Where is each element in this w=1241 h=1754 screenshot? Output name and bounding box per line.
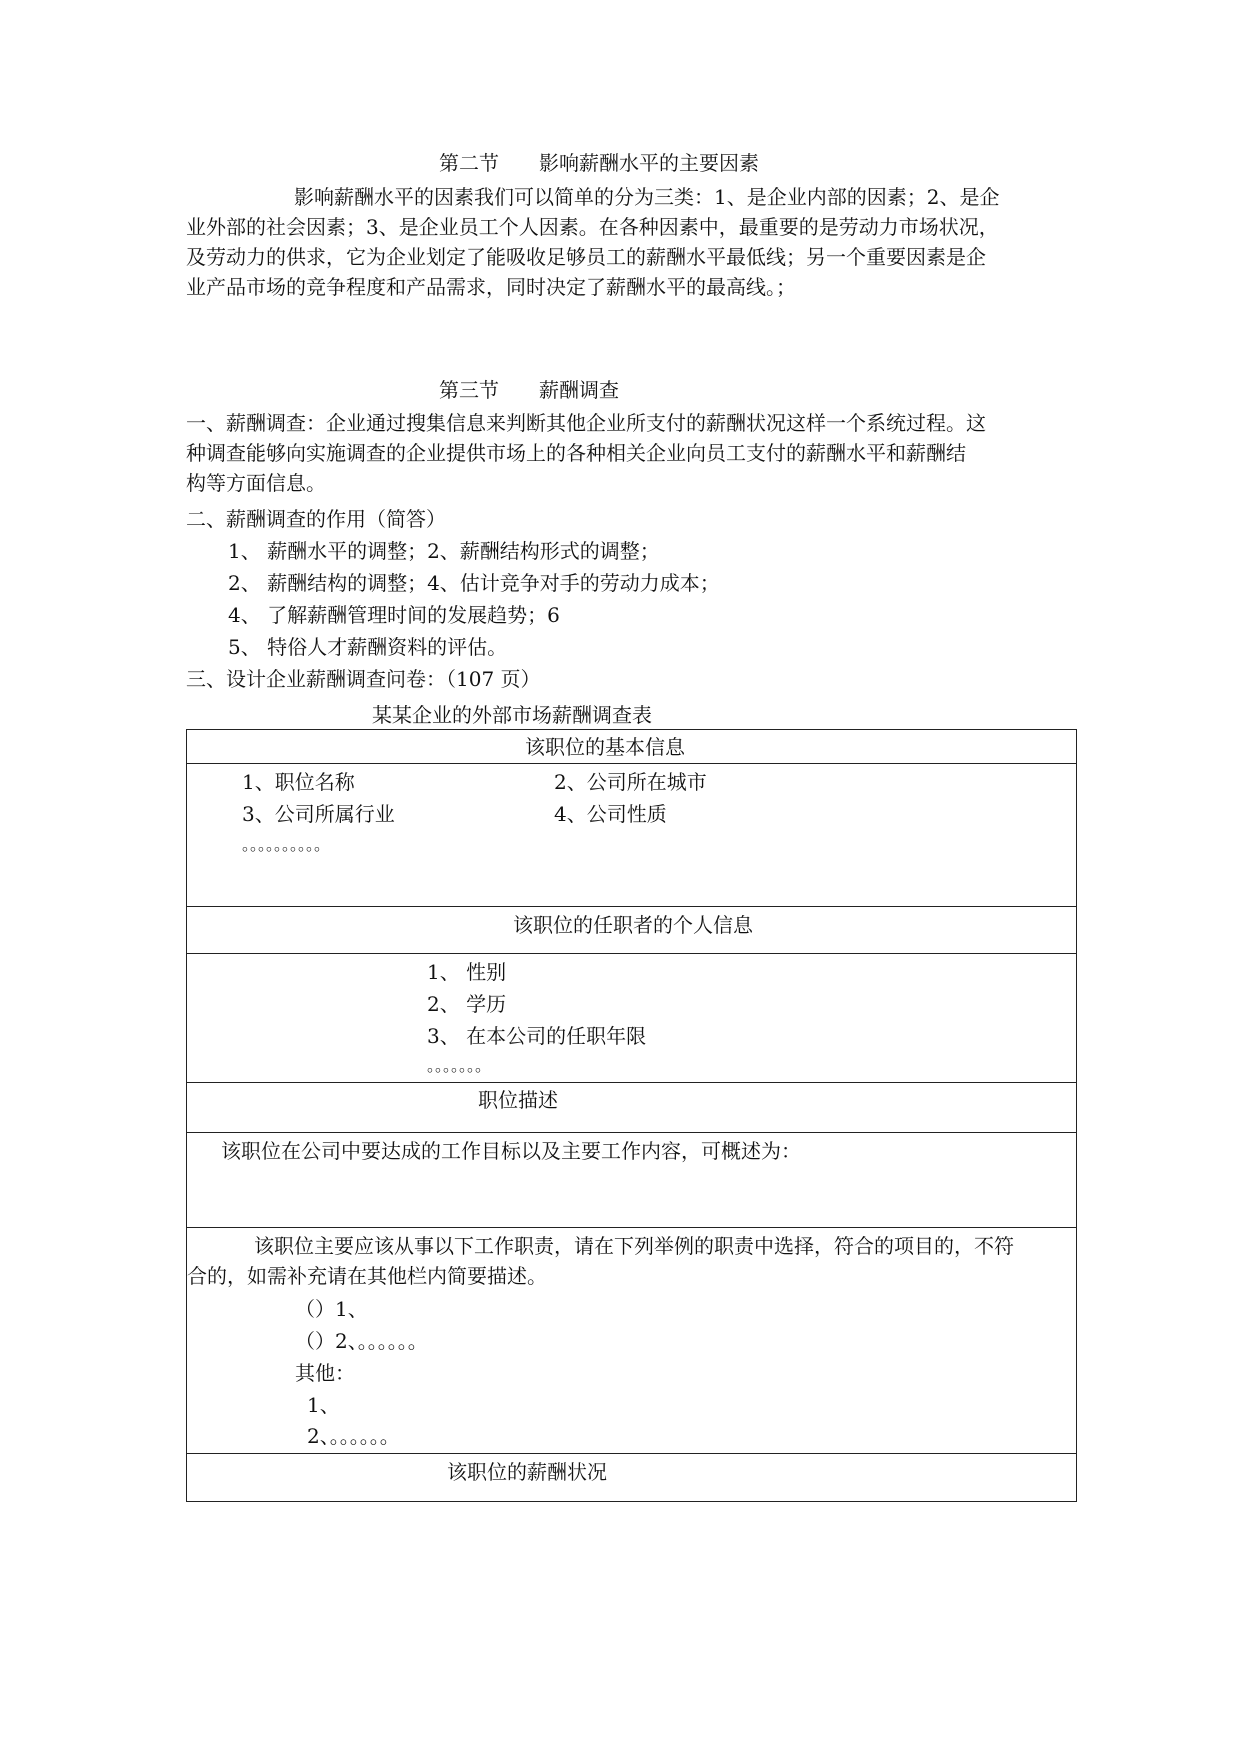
other-item-2: 2、。。。。。。: [307, 1424, 400, 1448]
section-3-title: 第三节 薪酬调查: [439, 378, 619, 402]
duties-line: 合的，如需补充请在其他栏内简要描述。: [187, 1264, 547, 1288]
basic-info-cell: [187, 764, 1077, 907]
definition-line: 构等方面信息。: [186, 471, 326, 495]
salary-status-header: 该职位的薪酬状况: [447, 1460, 607, 1484]
table-title: 某某企业的外部市场薪酬调查表: [372, 703, 652, 727]
field-company-city: 2、公司所在城市: [554, 770, 707, 794]
definition-line: 种调查能够向实施调查的企业提供市场上的各种相关企业向员工支付的薪酬水平和薪酬结: [186, 441, 966, 465]
paragraph-line: 业外部的社会因素；3、是企业员工个人因素。在各种因素中，最重要的是劳动力市场状况，: [186, 215, 999, 239]
section-2-title: 第二节 影响薪酬水平的主要因素: [439, 151, 759, 175]
field-tenure: 3、 在本公司的任职年限: [427, 1024, 647, 1048]
role-item: 1、 薪酬水平的调整；2、薪酬结构形式的调整；: [228, 539, 660, 563]
personal-info-cell: [187, 954, 1077, 1083]
other-label: 其他：: [295, 1361, 355, 1385]
duties-cell: [187, 1228, 1077, 1454]
field-company-type: 4、公司性质: [554, 802, 667, 826]
role-item: 5、 特俗人才薪酬资料的评估。: [228, 635, 508, 659]
paragraph-line: 影响薪酬水平的因素我们可以简单的分为三类：1、是企业内部的因素；2、是企: [294, 185, 1000, 209]
field-education: 2、 学历: [427, 992, 507, 1016]
salary-survey-table: [186, 729, 1077, 1502]
role-heading: 二、薪酬调查的作用（简答）: [186, 507, 446, 531]
salary-status-header-cell: [187, 1454, 1077, 1502]
job-desc-text: 该职位在公司中要达成的工作目标以及主要工作内容，可概述为：: [221, 1139, 801, 1163]
duty-option-1: （）1、: [295, 1297, 368, 1321]
paragraph-line: 业产品市场的竞争程度和产品需求，同时决定了薪酬水平的最高线。；: [186, 275, 796, 299]
personal-info-header-cell: [187, 907, 1077, 954]
role-item: 2、 薪酬结构的调整；4、估计竞争对手的劳动力成本；: [228, 571, 720, 595]
survey-definition: [186, 408, 986, 498]
section-2-paragraph: [186, 182, 999, 302]
ellipsis: 。。。。。。。。。。: [242, 835, 331, 854]
field-job-title: 1、职位名称: [242, 770, 355, 794]
duties-line: 该职位主要应该从事以下工作职责，请在下列举例的职责中选择，符合的项目的，不符: [254, 1234, 1014, 1258]
basic-info-header-cell: [187, 730, 1077, 764]
ellipsis: 。。。。。。。: [427, 1056, 492, 1075]
other-item-1: 1、: [307, 1393, 340, 1417]
field-gender: 1、 性别: [427, 960, 507, 984]
job-desc-cell: [187, 1133, 1077, 1228]
job-desc-header-cell: [187, 1083, 1077, 1133]
personal-info-header: 该职位的任职者的个人信息: [513, 913, 753, 937]
paragraph-line: 及劳动力的供求，它为企业划定了能吸收足够员工的薪酬水平最低线；另一个重要因素是企: [186, 245, 986, 269]
field-company-industry: 3、公司所属行业: [242, 802, 395, 826]
basic-info-header: 该职位的基本信息: [525, 735, 685, 759]
duty-option-2: （）2、。。。。。。: [295, 1329, 428, 1353]
role-item: 4、 了解薪酬管理时间的发展趋势；6: [228, 603, 560, 627]
job-desc-header: 职位描述: [478, 1088, 558, 1112]
definition-line: 一、薪酬调查：企业通过搜集信息来判断其他企业所支付的薪酬状况这样一个系统过程。这: [186, 411, 986, 435]
design-heading: 三、设计企业薪酬调查问卷：（107 页）: [186, 667, 541, 691]
